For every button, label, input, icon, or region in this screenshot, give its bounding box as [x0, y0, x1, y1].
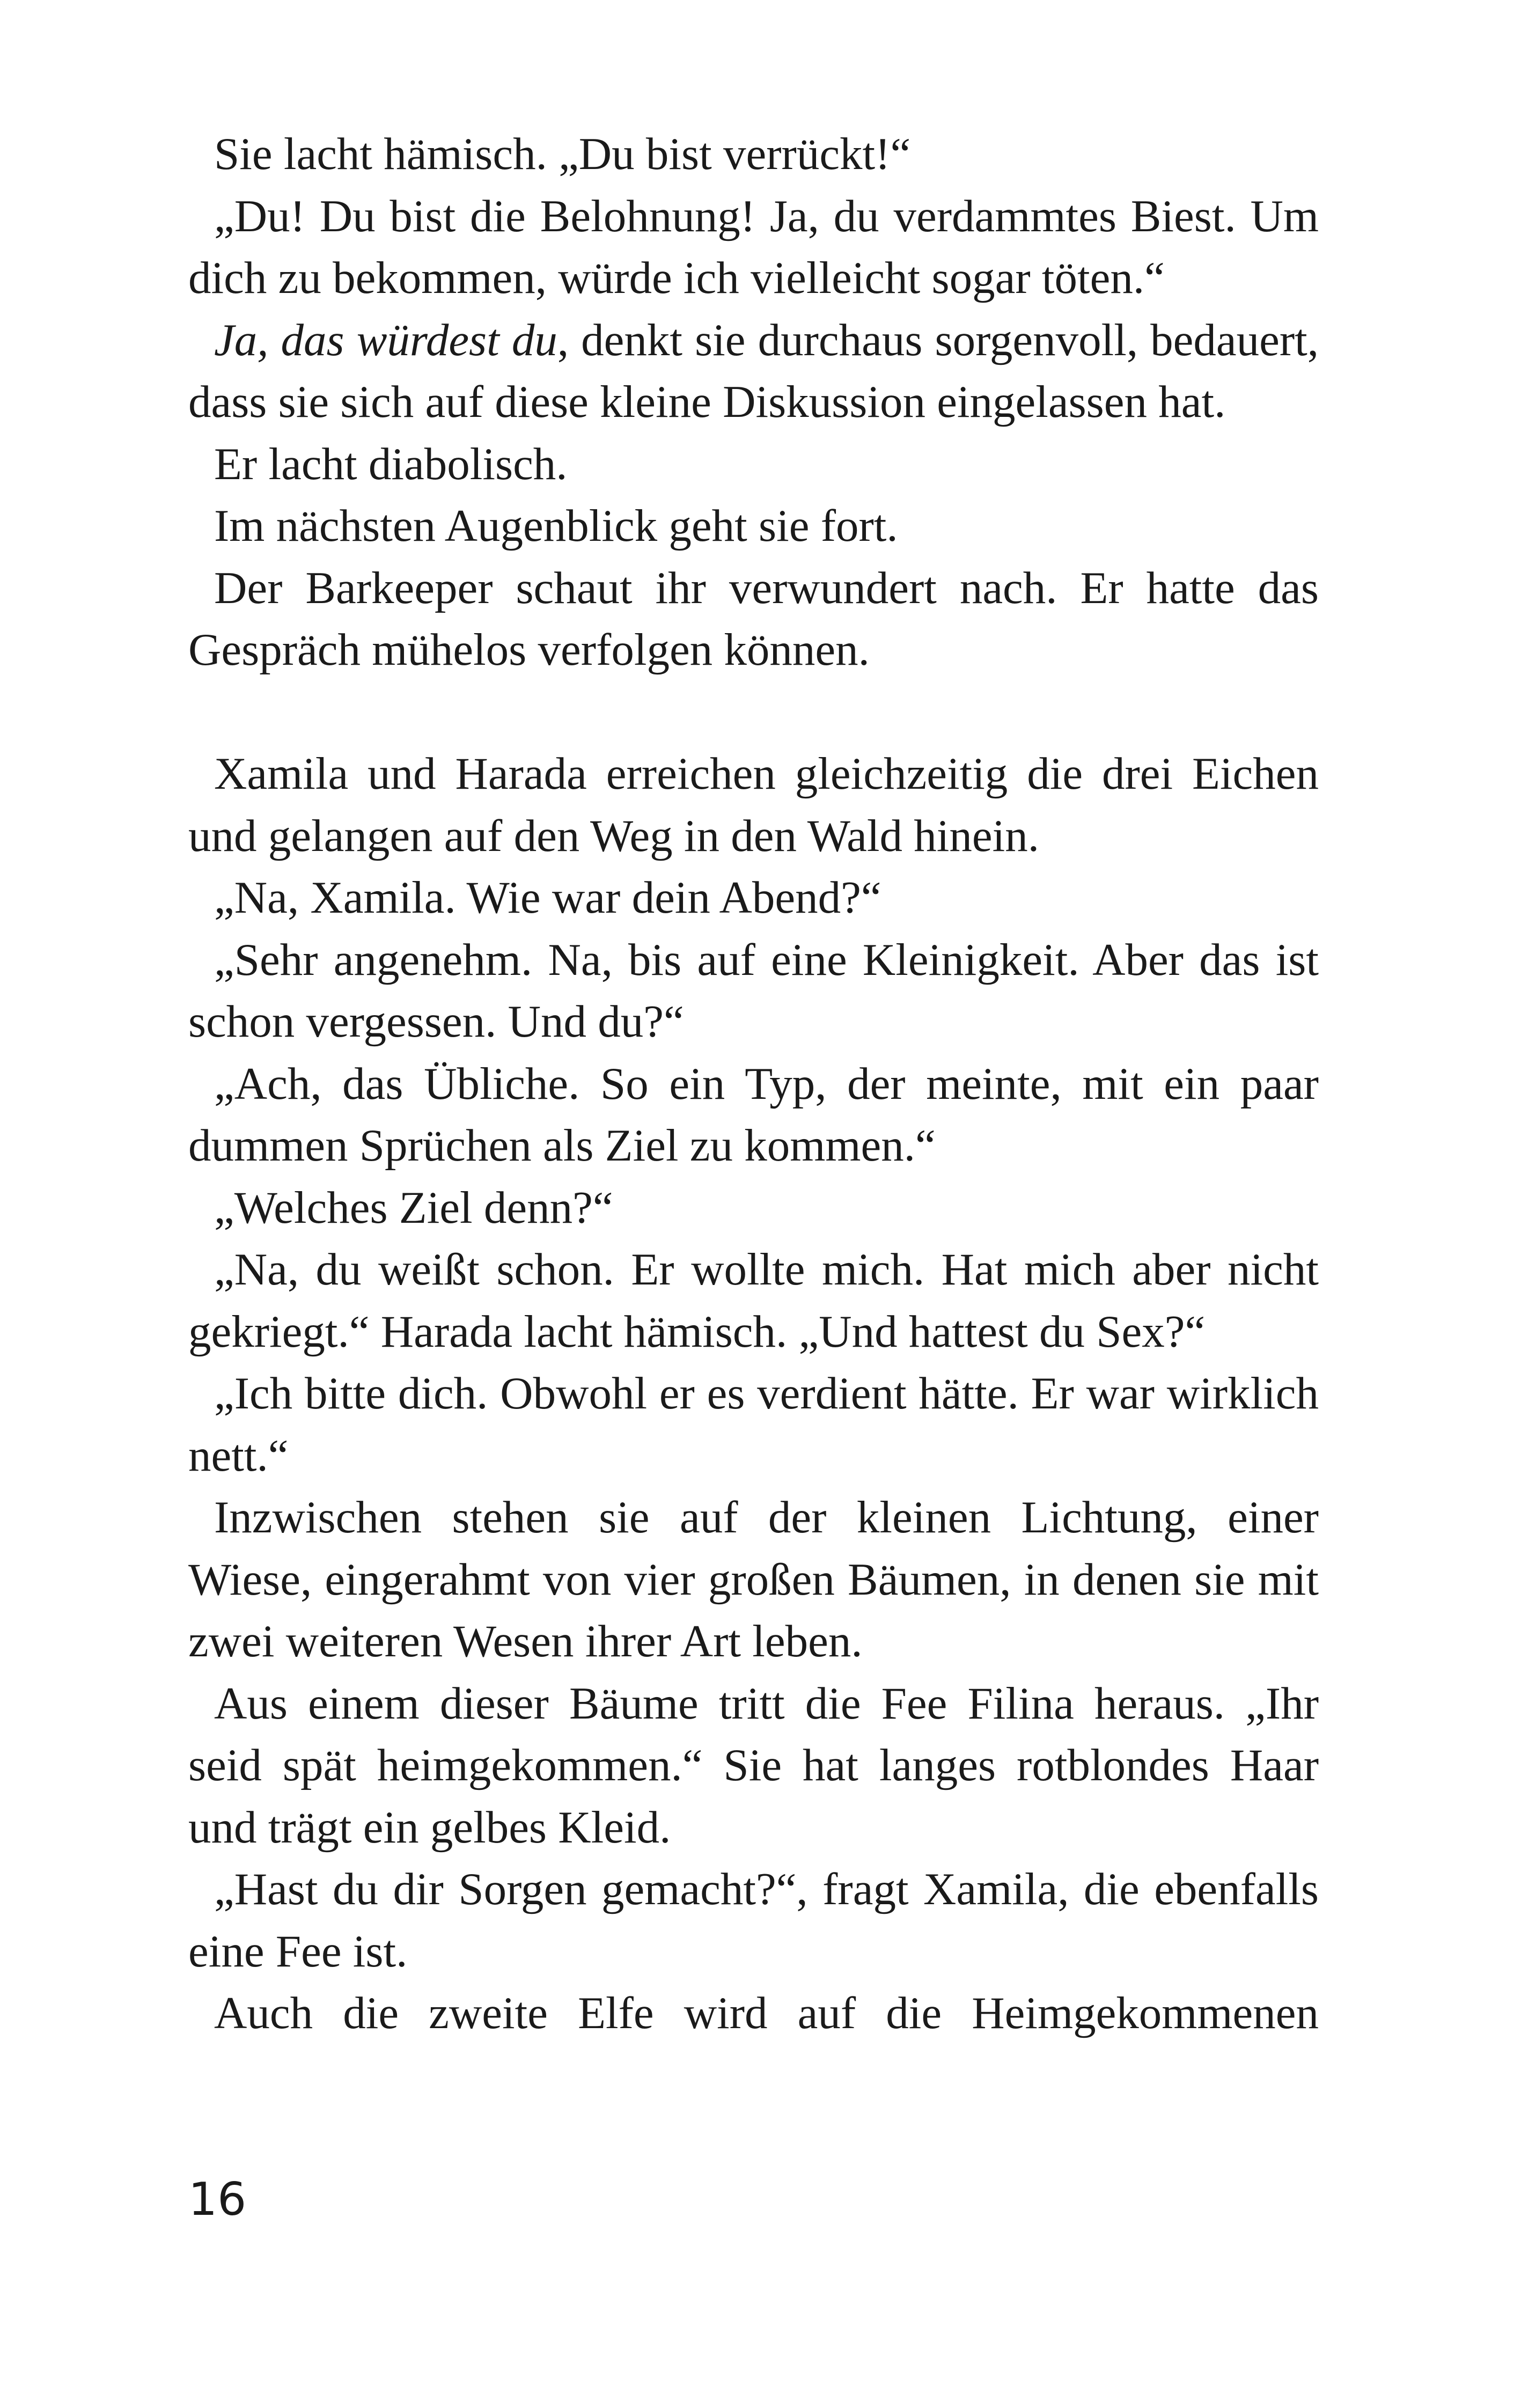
paragraph: Sie lacht hämisch. „Du bist verrückt!“ [214, 129, 911, 179]
page-number: 16 [188, 2173, 247, 2226]
paragraph-continued: Auch die zweite Elfe wird auf die Heimgekommenen [214, 1988, 1319, 2038]
paragraph: „Ich bitte dich. Obwohl er es verdient hätte. Er war wirklich nett.“ [188, 1368, 1319, 1481]
paragraph: „Ach, das Übliche. So ein Typ, der meinte, mit ein paar dummen Sprüchen als Ziel zu kommen.“ [188, 1058, 1319, 1171]
page-body [188, 123, 1319, 2045]
paragraph: „Du! Du bist die Belohnung! Ja, du verdammtes Biest. Um dich zu bekommen, würde ich vielleicht sogar töten.“ [188, 190, 1319, 303]
paragraph: „Hast du dir Sorgen gemacht?“, fragt Xamila, die ebenfalls eine Fee ist. [188, 1864, 1319, 1977]
paragraph: „Na, du weißt schon. Er wollte mich. Hat mich aber nicht gekriegt.“ Harada lacht hämisch. „Und hattest du Sex?“ [188, 1244, 1319, 1357]
paragraph: Der Barkeeper schaut ihr verwundert nach. Er hatte das Gespräch mühelos verfolgen können. [188, 562, 1319, 675]
paragraph [188, 310, 1319, 434]
paragraph-rest: , denkt sie durchaus sorgenvoll, bedauert, dass sie sich auf diese kleine Diskussion eingelassen hat. [188, 314, 1319, 427]
scene-break [188, 681, 1319, 744]
paragraph: Xamila und Harada erreichen gleichzeitig die drei Eichen und gelangen auf den Weg in den Wald hinein. [188, 748, 1319, 861]
italic-thought: Ja, das würdest du [214, 314, 557, 365]
paragraph: Aus einem dieser Bäume tritt die Fee Filina heraus. „Ihr seid spät heimgekommen.“ Sie hat langes rotblondes Haar und trägt ein gelbes Kleid. [188, 1678, 1319, 1853]
paragraph: Inzwischen stehen sie auf der kleinen Lichtung, einer Wiese, eingerahmt von vier großen Bäumen, in denen sie mit zwei weiteren Wesen ihrer Art leben. [188, 1492, 1319, 1666]
paragraph: „Sehr angenehm. Na, bis auf eine Kleinigkeit. Aber das ist schon vergessen. Und du?“ [188, 934, 1319, 1047]
paragraph: „Na, Xamila. Wie war dein Abend?“ [214, 872, 881, 923]
paragraph: Er lacht diabolisch. [214, 438, 568, 489]
paragraph: „Welches Ziel denn?“ [214, 1182, 613, 1233]
paragraph: Im nächsten Augenblick geht sie fort. [214, 501, 898, 551]
